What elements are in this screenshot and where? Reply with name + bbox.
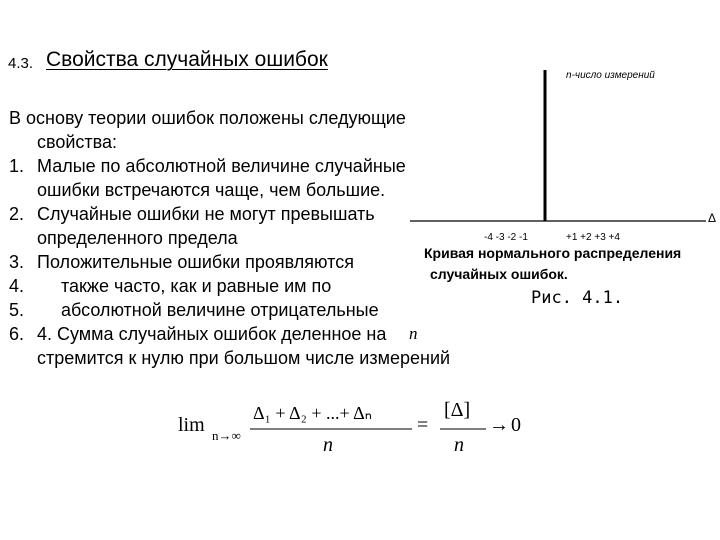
item-1-line-1: Малые по абсолютной величине случайные bbox=[37, 156, 406, 176]
item-2-line-1: Случайные ошибки не могут превышать bbox=[37, 204, 375, 224]
positive-tick-labels: +1 +2 +3 +4 bbox=[566, 232, 620, 243]
figure-label: Рис. 4.1. bbox=[531, 288, 624, 308]
figure-caption-line-2: случайных ошибок. bbox=[430, 266, 568, 282]
section-title: Свойства случайных ошибок bbox=[46, 48, 328, 71]
formula-lim: lim bbox=[178, 414, 205, 436]
item-6-line-2: стремится к нулю при большом числе измерений bbox=[37, 348, 451, 368]
formula-bracket-denominator: n bbox=[454, 434, 464, 456]
item-1-number: 1. bbox=[9, 156, 25, 176]
intro-line-1: В основу теории ошибок положены следующие bbox=[9, 108, 406, 128]
item-4-line-1: также часто, как и равные им по bbox=[61, 276, 332, 296]
item-6-number: 6. bbox=[9, 324, 25, 344]
formula-numerator: Δ₁ + Δ₂ + ...+ Δₙ bbox=[253, 403, 372, 423]
formula-bracket-numerator: [Δ] bbox=[444, 399, 471, 421]
item-2-line-2: определенного предела bbox=[37, 228, 238, 248]
formula-denominator: n bbox=[323, 434, 333, 456]
formula-equals: = bbox=[417, 414, 429, 436]
item-6-line-1: 4. Сумма случайных ошибок деленное на bbox=[37, 324, 387, 344]
formula-limit-value: 0 bbox=[511, 414, 521, 436]
item-2-number: 2. bbox=[9, 204, 25, 224]
formula-arrow: → bbox=[489, 414, 509, 436]
item-4-number: 4. bbox=[9, 276, 25, 296]
figure-caption-line-1: Кривая нормального распределения bbox=[424, 245, 682, 261]
negative-tick-labels: -4 -3 -2 -1 bbox=[484, 232, 528, 243]
item-3-number: 3. bbox=[9, 252, 25, 272]
x-axis-delta-label: Δ bbox=[708, 211, 717, 225]
item-1-line-2: ошибки встречаются чаще, чем большие. bbox=[37, 180, 386, 200]
item-3-line-1: Положительные ошибки проявляются bbox=[37, 252, 354, 272]
item-5-number: 5. bbox=[9, 300, 25, 320]
item-5-line-1: абсолютной величине отрицательные bbox=[61, 300, 379, 320]
overlay-n-symbol: n bbox=[409, 324, 418, 343]
intro-line-2: свойства: bbox=[37, 132, 118, 152]
y-axis-label: n-число измерений bbox=[566, 70, 655, 81]
section-number: 4.3. bbox=[8, 55, 34, 72]
formula-lim-subscript: n→∞ bbox=[212, 428, 241, 443]
